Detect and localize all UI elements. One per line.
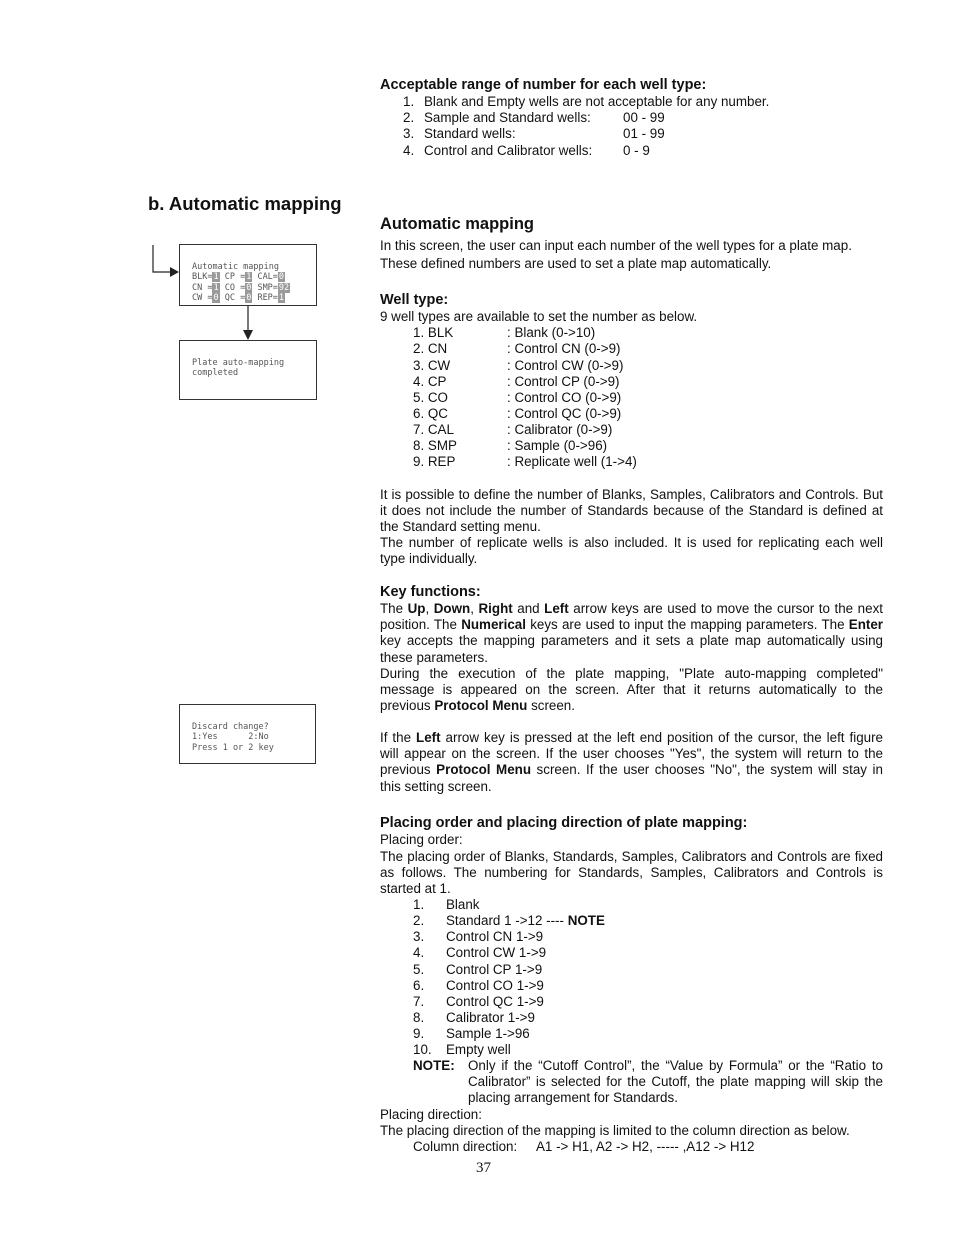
lcd-line: 1:Yes 2:No bbox=[192, 732, 269, 742]
placing-item: 8. Calibrator 1->9 bbox=[413, 1010, 535, 1025]
key-functions-heading: Key functions: bbox=[380, 584, 481, 600]
range-item-2 bbox=[403, 110, 665, 126]
range-item-value: 00 - 99 bbox=[623, 110, 665, 125]
range-item-num: 1. bbox=[403, 94, 415, 109]
well-type-item: 3. CW : Control CW (0->9) bbox=[413, 358, 624, 373]
placing-item: 6. Control CO 1->9 bbox=[413, 978, 544, 993]
section-title: b. Automatic mapping bbox=[148, 193, 342, 214]
key-functions-paragraph-2: During the execution of the plate mapping, "Plate auto-mapping completed" message is appeared on the screen. After that it returns automatically to the previous Protocol Menu screen. bbox=[380, 666, 883, 714]
lcd-line: Automatic mapping bbox=[192, 261, 279, 272]
placing-item: 9. Sample 1->96 bbox=[413, 1026, 530, 1041]
well-type-item: 8. SMP : Sample (0->96) bbox=[413, 438, 608, 453]
range-item-num: 4. bbox=[403, 143, 415, 158]
range-item-text: Sample and Standard wells: bbox=[424, 110, 591, 125]
page-number: 37 bbox=[476, 1160, 491, 1176]
placing-order-text: The placing order of Blanks, Standards, Samples, Calibrators and Controls are fixed as follows. The numbering for Standards, Samples, Calibrators and Controls is started at 1. bbox=[380, 849, 883, 897]
lcd-line: BLK=1 CP =1 CAL=0 bbox=[192, 272, 285, 282]
lcd-line: Discard change? bbox=[192, 721, 269, 732]
lcd-line: CN =1 CO =0 SMP=92 bbox=[192, 282, 290, 293]
range-item-num: 2. bbox=[403, 110, 415, 125]
key-functions-paragraph-3: If the Left arrow key is pressed at the left end position of the cursor, the left figure will appear on the screen. If the user chooses "Yes", the system will return to the previous Protocol Menu screen. If the user chooses "No", the system will stay in this setting screen. bbox=[380, 730, 883, 794]
range-item-value: 0 - 9 bbox=[623, 143, 650, 158]
well-type-item: 5. CO : Control CO (0->9) bbox=[413, 390, 622, 405]
well-type-item: 2. CN : Control CN (0->9) bbox=[413, 341, 621, 356]
placing-item: 2. Standard 1 ->12 ---- NOTE bbox=[413, 913, 605, 928]
range-item-4 bbox=[403, 143, 650, 159]
placing-heading: Placing order and placing direction of plate mapping: bbox=[380, 815, 748, 831]
range-heading: Acceptable range of number for each well type: bbox=[380, 77, 707, 93]
note-text: Only if the “Cutoff Control”, the “Value by Formula” or the “Ratio to Calibrator” is selected for the Cutoff, the plate mapping will skip the placing arrangement for Standards. bbox=[468, 1058, 883, 1106]
well-type-item: 6. QC : Control QC (0->9) bbox=[413, 406, 622, 421]
placing-order-label: Placing order: bbox=[380, 832, 463, 847]
down-arrow-head bbox=[243, 330, 253, 340]
lcd-automatic-mapping bbox=[179, 244, 317, 306]
well-type-item: 9. REP : Replicate well (1->4) bbox=[413, 454, 637, 469]
auto-heading: Automatic mapping bbox=[380, 215, 535, 233]
lcd-line: CW =0 QC =0 REP=1 bbox=[192, 293, 285, 303]
placing-item: 5. Control CP 1->9 bbox=[413, 962, 543, 977]
range-item-1 bbox=[403, 94, 770, 110]
entry-arrow-line bbox=[153, 245, 176, 272]
lcd-line: Press 1 or 2 key bbox=[192, 742, 274, 753]
placing-item: 7. Control QC 1->9 bbox=[413, 994, 544, 1009]
placing-item: 3. Control CN 1->9 bbox=[413, 929, 544, 944]
note-label: NOTE: bbox=[413, 1058, 455, 1073]
placing-item: 10. Empty well bbox=[413, 1042, 511, 1057]
placing-direction-text: The placing direction of the mapping is limited to the column direction as below. bbox=[380, 1123, 850, 1138]
range-item-value: 01 - 99 bbox=[623, 126, 665, 141]
range-item-num: 3. bbox=[403, 126, 415, 141]
entry-arrow-head bbox=[170, 267, 179, 277]
range-item-3 bbox=[403, 126, 665, 142]
auto-paragraph-2: These defined numbers are used to set a plate map automatically. bbox=[380, 256, 772, 271]
lcd-line: Plate auto-mapping bbox=[192, 357, 285, 368]
range-item-text: Standard wells: bbox=[424, 126, 516, 141]
well-type-paragraph-1: It is possible to define the number of Blanks, Samples, Calibrators and Controls. But it does not include the number of Standards because of the Standard is defined at the Standard setting menu. bbox=[380, 487, 883, 535]
lcd-discard-change bbox=[179, 704, 316, 764]
well-type-paragraph-2: The number of replicate wells is also included. It is used for replicating each well type individually. bbox=[380, 535, 883, 567]
auto-paragraph-1: In this screen, the user can input each number of the well types for a plate map. bbox=[380, 238, 852, 253]
column-direction: Column direction: A1 -> H1, A2 -> H2, ----- ,A12 -> H12 bbox=[413, 1139, 755, 1154]
lcd-line: completed bbox=[192, 368, 239, 378]
lcd-mapping-completed bbox=[179, 340, 317, 400]
range-item-text: Blank and Empty wells are not acceptable for any number. bbox=[424, 94, 770, 109]
placing-direction-label: Placing direction: bbox=[380, 1107, 482, 1122]
well-type-item: 1. BLK : Blank (0->10) bbox=[413, 325, 596, 340]
range-item-text: Control and Calibrator wells: bbox=[424, 143, 593, 158]
well-type-item: 7. CAL : Calibrator (0->9) bbox=[413, 422, 613, 437]
key-functions-paragraph-1: The Up, Down, Right and Left arrow keys are used to move the cursor to the next position. The Numerical keys are used to input the mapping parameters. The Enter key accepts the mapping parameters and it sets a plate map automatically using these parameters. bbox=[380, 601, 883, 665]
placing-item: 1. Blank bbox=[413, 897, 480, 912]
placing-item: 4. Control CW 1->9 bbox=[413, 945, 547, 960]
well-type-item: 4. CP : Control CP (0->9) bbox=[413, 374, 620, 389]
well-type-heading: Well type: bbox=[380, 292, 449, 308]
well-type-intro: 9 well types are available to set the number as below. bbox=[380, 309, 698, 324]
